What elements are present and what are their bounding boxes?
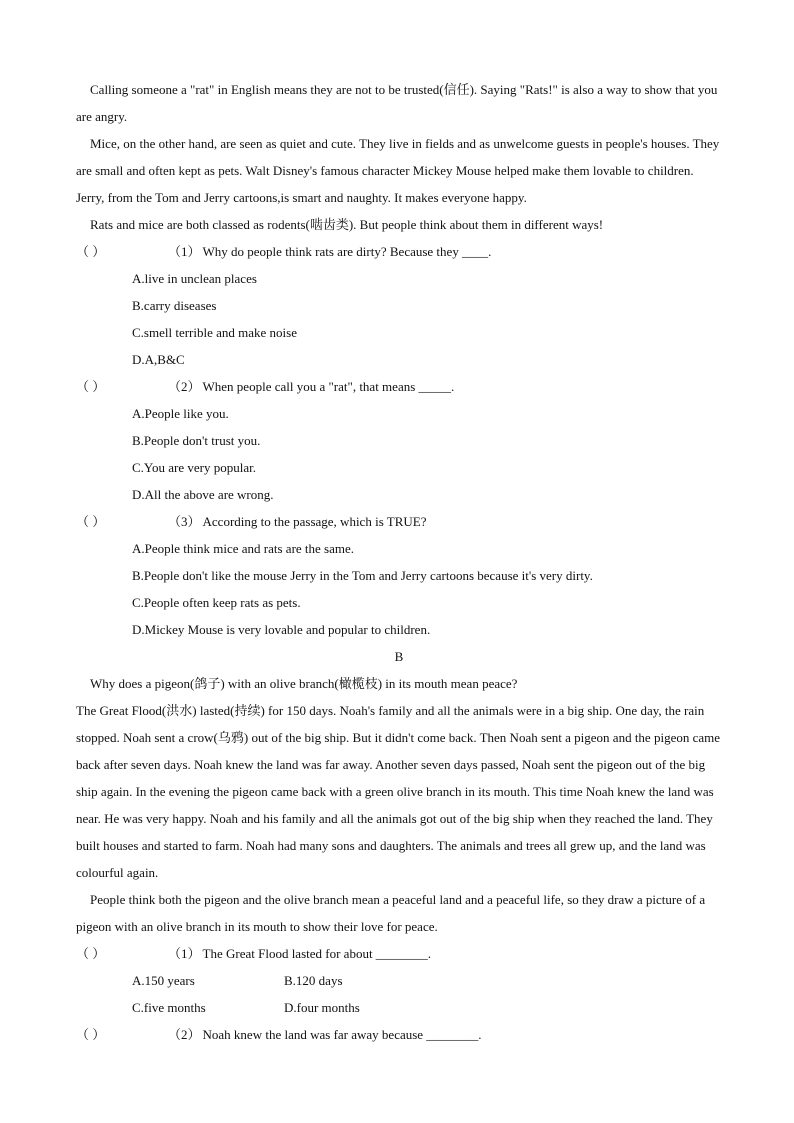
question-number: （1）	[168, 244, 201, 259]
question-text: Why do people think rats are dirty? Because they ____.	[202, 244, 492, 259]
question-number: （3）	[168, 514, 201, 529]
question-b1	[76, 940, 722, 967]
question-a3	[76, 508, 722, 535]
passage-b-body: The Great Flood(洪水) lasted(持续) for 150 days. Noah's family and all the animals were in a big ship. One day, the rain stopped. Noah sent a crow(乌鸦) out of the big ship. But it didn't come back. Then Noah sent a pigeon and the pigeon came back after seven days. Noah knew the land was far away. Another seven days passed, Noah sent the pigeon out of the big ship again. In the evening the pigeon came back with a green olive branch in its mouth. This time Noah knew the land was near. He was very happy. Noah and his family and all the animals got out of the big ship when they reached the land. They built houses and started to farm. Noah had many sons and daughters. The animals and trees all grew up, and the land was colourful again.	[76, 703, 721, 880]
question-number: （2）	[168, 379, 201, 394]
question-text: Noah knew the land was far away because ________.	[202, 1027, 482, 1042]
question-a1	[76, 238, 722, 265]
section-heading-b: B	[394, 649, 404, 664]
question-number: （2）	[168, 1027, 201, 1042]
question-a2	[76, 373, 722, 400]
option-a2-d: D.All the above are wrong.	[132, 487, 274, 502]
question-b2	[76, 1021, 722, 1048]
passage-a-paragraph-2: Mice, on the other hand, are seen as quiet and cute. They live in fields and as unwelcome guests in people's houses. They are small and often kept as pets. Walt Disney's famous character Mickey Mouse helped make them lovable to children. Jerry, from the Tom and Jerry cartoons,is smart and naughty. It makes everyone happy.	[76, 136, 720, 205]
option-a2-b: B.People don't trust you.	[132, 433, 261, 448]
passage-a-paragraph-3: Rats and mice are both classed as rodents(啮齿类). But people think about them in different ways!	[90, 217, 604, 232]
option-b1-d: D.four months	[284, 1000, 360, 1015]
question-text: According to the passage, which is TRUE?	[202, 514, 427, 529]
question-text: The Great Flood lasted for about ________.	[202, 946, 432, 961]
option-a3-b: B.People don't like the mouse Jerry in the Tom and Jerry cartoons because it's very dirty.	[132, 568, 593, 583]
option-a2-a: A.People like you.	[132, 406, 229, 421]
question-number: （1）	[168, 946, 201, 961]
option-b1-b: B.120 days	[284, 973, 343, 988]
option-a3-d: D.Mickey Mouse is very lovable and popular to children.	[132, 622, 431, 637]
question-text: When people call you a "rat", that means _____.	[202, 379, 455, 394]
passage-b-closing: People think both the pigeon and the olive branch mean a peaceful land and a peaceful life, so they draw a picture of a pigeon with an olive branch in its mouth to show their love for peace.	[76, 892, 706, 934]
option-b1-c: C.five months	[132, 1000, 206, 1015]
answer-blank[interactable]: （ ）	[76, 1027, 106, 1042]
option-a3-c: C.People often keep rats as pets.	[132, 595, 301, 610]
worksheet-page	[76, 76, 722, 1048]
option-a2-c: C.You are very popular.	[132, 460, 256, 475]
option-a1-b: B.carry diseases	[132, 298, 217, 313]
option-a3-a: A.People think mice and rats are the same.	[132, 541, 355, 556]
passage-b-title: Why does a pigeon(鸽子) with an olive branch(橄榄枝) in its mouth mean peace?	[90, 676, 518, 691]
options-b1-row-1	[76, 967, 722, 994]
option-a1-c: C.smell terrible and make noise	[132, 325, 297, 340]
answer-blank[interactable]: （ ）	[76, 379, 106, 394]
answer-blank[interactable]: （ ）	[76, 946, 106, 961]
option-b1-a: A.150 years	[132, 973, 195, 988]
option-a1-d: D.A,B&C	[132, 352, 185, 367]
answer-blank[interactable]: （ ）	[76, 244, 106, 259]
option-a1-a: A.live in unclean places	[132, 271, 257, 286]
passage-a-paragraph-1: Calling someone a "rat" in English means they are not to be trusted(信任). Saying "Rats!" is also a way to show that you are angry.	[76, 82, 718, 124]
options-b1-row-2	[76, 994, 722, 1021]
answer-blank[interactable]: （ ）	[76, 514, 106, 529]
